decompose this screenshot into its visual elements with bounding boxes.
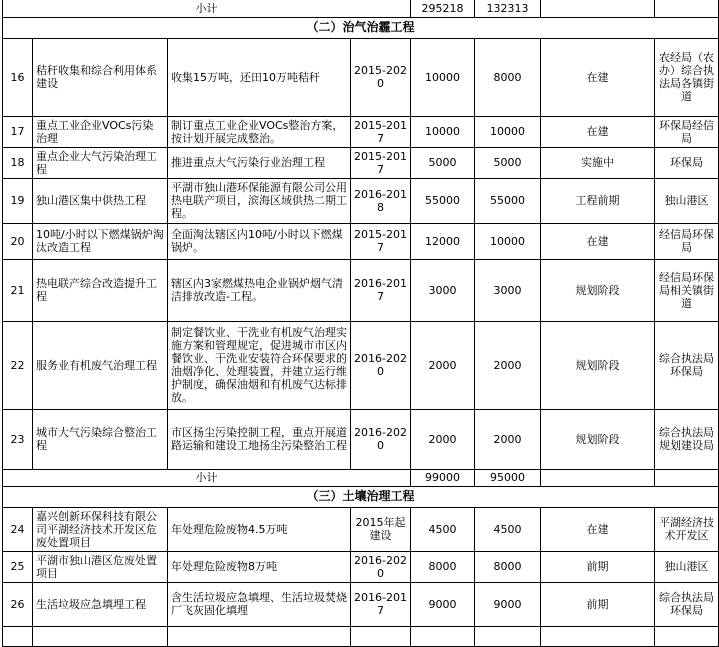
project-status: 前期	[541, 582, 655, 626]
row-no: 21	[3, 259, 33, 321]
project-content: 收集15万吨，还田10万吨秸秆	[168, 38, 351, 116]
table-row	[3, 321, 719, 409]
project-dept: 环保局经信局	[655, 116, 719, 147]
project-name: 平湖市独山港区危废处置项目	[33, 551, 168, 582]
table-row	[3, 116, 719, 147]
row-no: 20	[3, 223, 33, 259]
project-period: 2016-2020	[351, 321, 411, 409]
row-no: 26	[3, 582, 33, 626]
project-status: 在建	[541, 507, 655, 551]
section-title: （二）治气治霾工程	[3, 17, 719, 38]
subtotal-label: 小计	[3, 469, 411, 486]
project-name: 城市大气污染综合整治工程	[33, 409, 168, 469]
project-total: 10000	[411, 38, 475, 116]
project-total: 8000	[411, 551, 475, 582]
project-total: 12000	[411, 223, 475, 259]
project-content: 平湖市独山港环保能源有限公司公用热电联产项目，滨海区域供热二期工程。	[168, 178, 351, 223]
project-dept: 经信局环保局	[655, 223, 719, 259]
section-header	[3, 17, 719, 38]
project-period: 2016-2017	[351, 259, 411, 321]
project-content: 制订重点工业企业VOCs整治方案，按计划开展完成整治。	[168, 116, 351, 147]
project-current: 8000	[475, 38, 541, 116]
row-no: 16	[3, 38, 33, 116]
subtotal-current: 95000	[475, 469, 541, 486]
project-period: 2016-2020	[351, 551, 411, 582]
project-name: 服务业有机废气治理工程	[33, 321, 168, 409]
project-status: 实施中	[541, 147, 655, 178]
project-content: 推进重点大气污染行业治理工程	[168, 147, 351, 178]
project-current: 2000	[475, 409, 541, 469]
project-name: 嘉兴创新环保科技有限公司平湖经济技术开发区危废处置项目	[33, 507, 168, 551]
row-no: 17	[3, 116, 33, 147]
project-dept: 农经局（农办）综合执法局各镇街道	[655, 38, 719, 116]
project-status: 工程前期	[541, 178, 655, 223]
project-status: 在建	[541, 38, 655, 116]
project-content: 全面淘汰辖区内10吨/小时以下燃煤锅炉。	[168, 223, 351, 259]
project-current: 55000	[475, 178, 541, 223]
subtotal-row	[3, 469, 719, 486]
project-dept: 经信局环保局相关镇街道	[655, 259, 719, 321]
project-status: 在建	[541, 116, 655, 147]
project-period: 2016-2020	[351, 409, 411, 469]
table-row	[3, 582, 719, 626]
table-row	[3, 147, 719, 178]
project-content: 辖区内3家燃煤热电企业锅炉烟气清洁排放改造-工程。	[168, 259, 351, 321]
project-dept: 环保局	[655, 147, 719, 178]
subtotal-total: 295218	[411, 0, 475, 17]
subtotal-current: 132313	[475, 0, 541, 17]
table-row	[3, 38, 719, 116]
project-period: 2015-2017	[351, 116, 411, 147]
project-name: 热电联产综合改造提升工程	[33, 259, 168, 321]
section-title: （三）土壤治理工程	[3, 486, 719, 507]
subtotal-row	[3, 0, 719, 17]
project-current: 8000	[475, 551, 541, 582]
table-row	[3, 178, 719, 223]
project-current: 9000	[475, 582, 541, 626]
project-period: 2015-2017	[351, 147, 411, 178]
subtotal-label: 小计	[3, 0, 411, 17]
table-row-partial	[3, 626, 719, 646]
project-period: 2016-2018	[351, 178, 411, 223]
project-current: 3000	[475, 259, 541, 321]
table-row	[3, 259, 719, 321]
project-name: 独山港区集中供热工程	[33, 178, 168, 223]
project-dept: 平湖经济技术开发区	[655, 507, 719, 551]
row-no: 23	[3, 409, 33, 469]
project-status: 规划阶段	[541, 409, 655, 469]
project-total: 55000	[411, 178, 475, 223]
project-dept: 综合执法局环保局	[655, 582, 719, 626]
project-content: 制定餐饮业、干洗业有机废气治理实施方案和管理规定，促进城市市区内餐饮业、干洗业安装符合环保要求的油烟净化、处理装置，并建立运行维护制度，确保油烟和有机废气达标排放。	[168, 321, 351, 409]
project-status: 在建	[541, 223, 655, 259]
project-content: 含生活垃圾应急填埋、生活垃圾焚烧厂飞灰固化填埋	[168, 582, 351, 626]
project-dept: 综合执法局规划建设局	[655, 409, 719, 469]
table-row	[3, 223, 719, 259]
project-content: 市区扬尘污染控制工程，重点开展道路运输和建设工地扬尘污染整治工程	[168, 409, 351, 469]
subtotal-total: 99000	[411, 469, 475, 486]
project-status: 规划阶段	[541, 259, 655, 321]
table-row	[3, 507, 719, 551]
project-period: 2015-2020	[351, 38, 411, 116]
project-total: 10000	[411, 116, 475, 147]
project-total: 2000	[411, 321, 475, 409]
project-current: 4500	[475, 507, 541, 551]
row-no: 19	[3, 178, 33, 223]
project-content: 年处理危险废物8万吨	[168, 551, 351, 582]
project-total: 3000	[411, 259, 475, 321]
project-name: 10吨/小时以下燃煤锅炉淘汰改造工程	[33, 223, 168, 259]
project-status: 前期	[541, 551, 655, 582]
project-name: 生活垃圾应急填埋工程	[33, 582, 168, 626]
project-name: 秸秆收集和综合利用体系建设	[33, 38, 168, 116]
project-total: 2000	[411, 409, 475, 469]
row-no: 22	[3, 321, 33, 409]
project-dept: 独山港区	[655, 551, 719, 582]
project-total: 5000	[411, 147, 475, 178]
project-total: 9000	[411, 582, 475, 626]
project-current: 10000	[475, 116, 541, 147]
project-content: 年处理危险废物4.5万吨	[168, 507, 351, 551]
section-header	[3, 486, 719, 507]
row-no: 24	[3, 507, 33, 551]
project-status: 规划阶段	[541, 321, 655, 409]
row-no: 25	[3, 551, 33, 582]
project-dept: 综合执法局环保局	[655, 321, 719, 409]
project-dept: 独山港区	[655, 178, 719, 223]
project-total: 4500	[411, 507, 475, 551]
project-period: 2015年起建设	[351, 507, 411, 551]
project-table	[2, 0, 719, 647]
table-row	[3, 551, 719, 582]
row-no: 18	[3, 147, 33, 178]
table-row	[3, 409, 719, 469]
project-name: 重点工业企业VOCs污染治理	[33, 116, 168, 147]
project-current: 5000	[475, 147, 541, 178]
project-current: 10000	[475, 223, 541, 259]
project-name: 重点企业大气污染治理工程	[33, 147, 168, 178]
project-current: 2000	[475, 321, 541, 409]
project-period: 2016-2017	[351, 582, 411, 626]
project-period: 2015-2017	[351, 223, 411, 259]
